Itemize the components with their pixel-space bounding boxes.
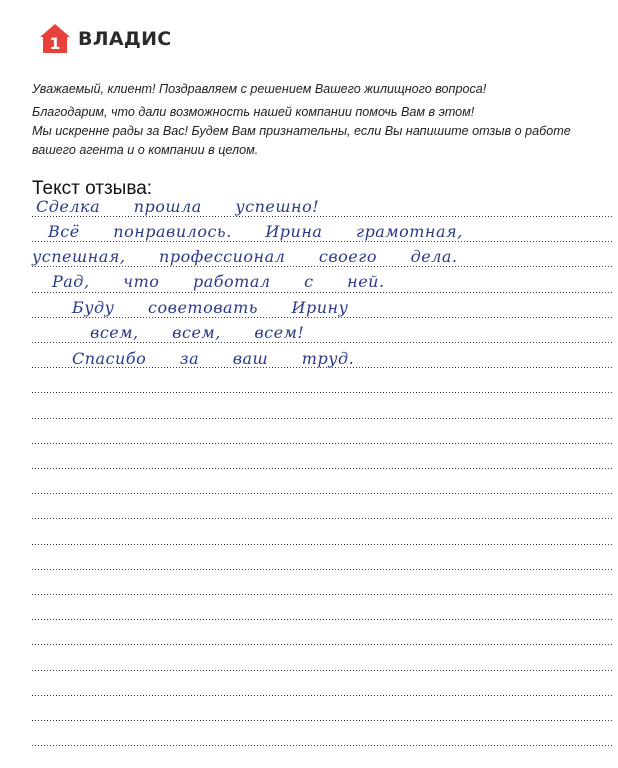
handwritten-line: успешная, профессионал своего дела. <box>32 247 458 266</box>
intro-text <box>32 80 602 160</box>
handwritten-line: Буду советовать Ирину <box>72 298 349 317</box>
handwritten-line: всем, всем, всем! <box>90 323 305 342</box>
brand-logo <box>38 22 172 56</box>
intro-request-line-end: вашего агента и о компании в целом. <box>32 143 259 157</box>
handwritten-line: Спасибо за ваш труд. <box>72 349 355 368</box>
house-icon <box>38 22 72 56</box>
intro-greeting: Уважаемый, клиент! Поздравляем с решением Вашего жилищного вопроса! <box>32 82 487 96</box>
handwritten-line: Рад, что работал с ней. <box>52 272 385 291</box>
review-heading: Текст отзыва: <box>32 178 153 199</box>
intro-request-line: Мы искренне рады за Вас! Будем Вам признательны, если Вы напишите отзыв о работе <box>32 124 571 138</box>
brand-name: ВЛАДИС <box>78 28 172 50</box>
house-icon-number: 1 <box>49 34 61 53</box>
intro-thanks-line: Благодарим, что дали возможность нашей компании помочь Вам в этом! <box>32 105 475 119</box>
intro-thanks <box>32 103 602 160</box>
handwritten-line: Сделка прошла успешно! <box>36 197 320 216</box>
handwritten-line: Всё понравилось. Ирина грамотная, <box>48 222 463 241</box>
